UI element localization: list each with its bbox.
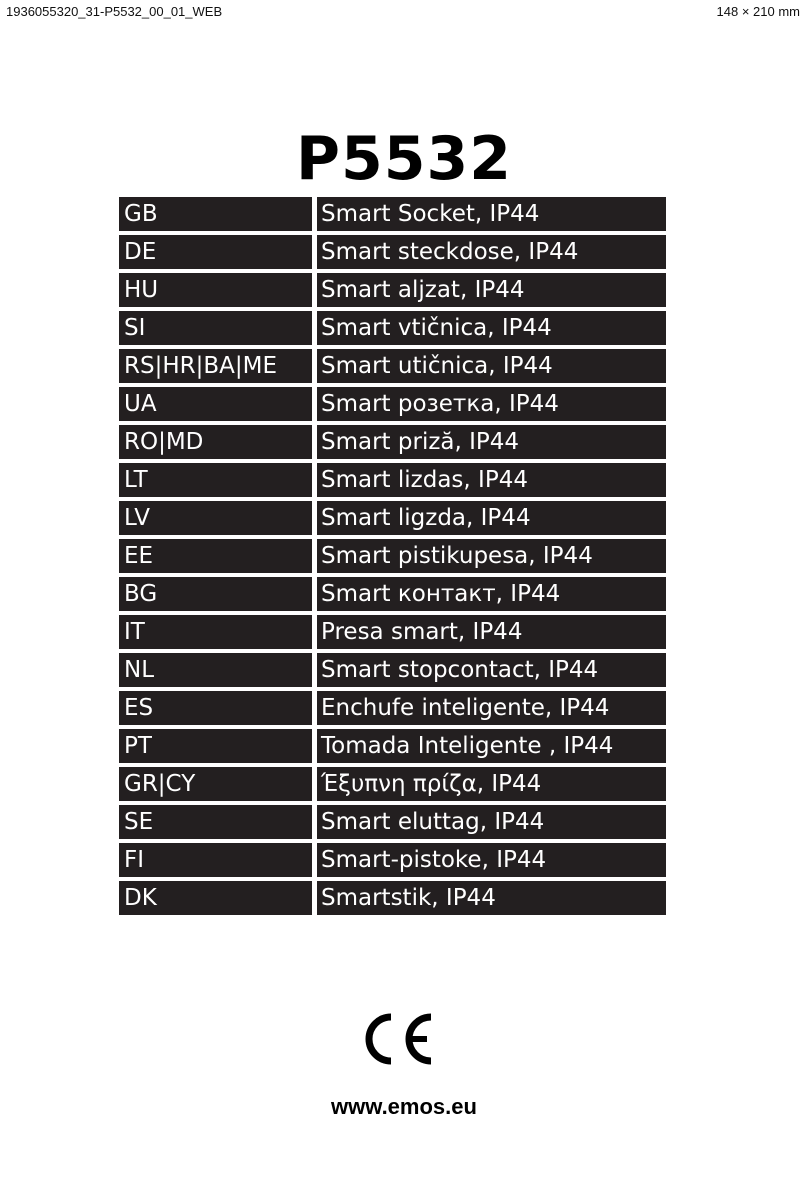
ce-mark-icon <box>357 1012 437 1066</box>
product-name: Smart-pistoke, IP44 <box>317 843 666 877</box>
language-code: LV <box>119 501 312 535</box>
page-size-label: 148 × 210 mm <box>716 4 800 19</box>
product-name: Presa smart, IP44 <box>317 615 666 649</box>
language-row <box>119 881 666 915</box>
language-row <box>119 691 666 725</box>
language-row <box>119 615 666 649</box>
language-row <box>119 197 666 231</box>
language-code: GB <box>119 197 312 231</box>
language-code: GR|CY <box>119 767 312 801</box>
language-row <box>119 577 666 611</box>
language-row <box>119 273 666 307</box>
language-code: SI <box>119 311 312 345</box>
language-code: PT <box>119 729 312 763</box>
language-row <box>119 653 666 687</box>
language-code: DE <box>119 235 312 269</box>
product-name: Smart utičnica, IP44 <box>317 349 666 383</box>
language-row <box>119 463 666 497</box>
language-row <box>119 805 666 839</box>
product-name: Έξυπνη πρίζα, IP44 <box>317 767 666 801</box>
product-name: Smartstik, IP44 <box>317 881 666 915</box>
product-name: Tomada Inteligente , IP44 <box>317 729 666 763</box>
language-row <box>119 235 666 269</box>
language-code: DK <box>119 881 312 915</box>
product-name: Smart lizdas, IP44 <box>317 463 666 497</box>
product-name: Smart pistikupesa, IP44 <box>317 539 666 573</box>
language-code: SE <box>119 805 312 839</box>
language-row <box>119 843 666 877</box>
language-code: RS|HR|BA|ME <box>119 349 312 383</box>
product-name: Smart eluttag, IP44 <box>317 805 666 839</box>
product-name: Smart steckdose, IP44 <box>317 235 666 269</box>
website-url: www.emos.eu <box>331 1094 477 1119</box>
language-code: UA <box>119 387 312 421</box>
model-title: P5532 <box>296 124 512 194</box>
product-name: Smart Socket, IP44 <box>317 197 666 231</box>
language-code: BG <box>119 577 312 611</box>
language-code: FI <box>119 843 312 877</box>
language-row <box>119 767 666 801</box>
product-name: Smart vtičnica, IP44 <box>317 311 666 345</box>
language-row <box>119 729 666 763</box>
product-name: Smart priză, IP44 <box>317 425 666 459</box>
language-code: LT <box>119 463 312 497</box>
language-row <box>119 501 666 535</box>
language-row <box>119 387 666 421</box>
language-row <box>119 349 666 383</box>
language-row <box>119 425 666 459</box>
language-row <box>119 311 666 345</box>
language-code: ES <box>119 691 312 725</box>
language-code: NL <box>119 653 312 687</box>
document-id: 1936055320_31-P5532_00_01_WEB <box>6 4 223 19</box>
product-name: Enchufe inteligente, IP44 <box>317 691 666 725</box>
language-row <box>119 539 666 573</box>
language-code: IT <box>119 615 312 649</box>
language-code: HU <box>119 273 312 307</box>
product-name: Smart контакт, IP44 <box>317 577 666 611</box>
product-name: Smart stopcontact, IP44 <box>317 653 666 687</box>
product-name: Smart ligzda, IP44 <box>317 501 666 535</box>
product-name: Smart aljzat, IP44 <box>317 273 666 307</box>
language-code: EE <box>119 539 312 573</box>
language-table <box>119 197 666 919</box>
product-name: Smart розетка, IP44 <box>317 387 666 421</box>
language-code: RO|MD <box>119 425 312 459</box>
